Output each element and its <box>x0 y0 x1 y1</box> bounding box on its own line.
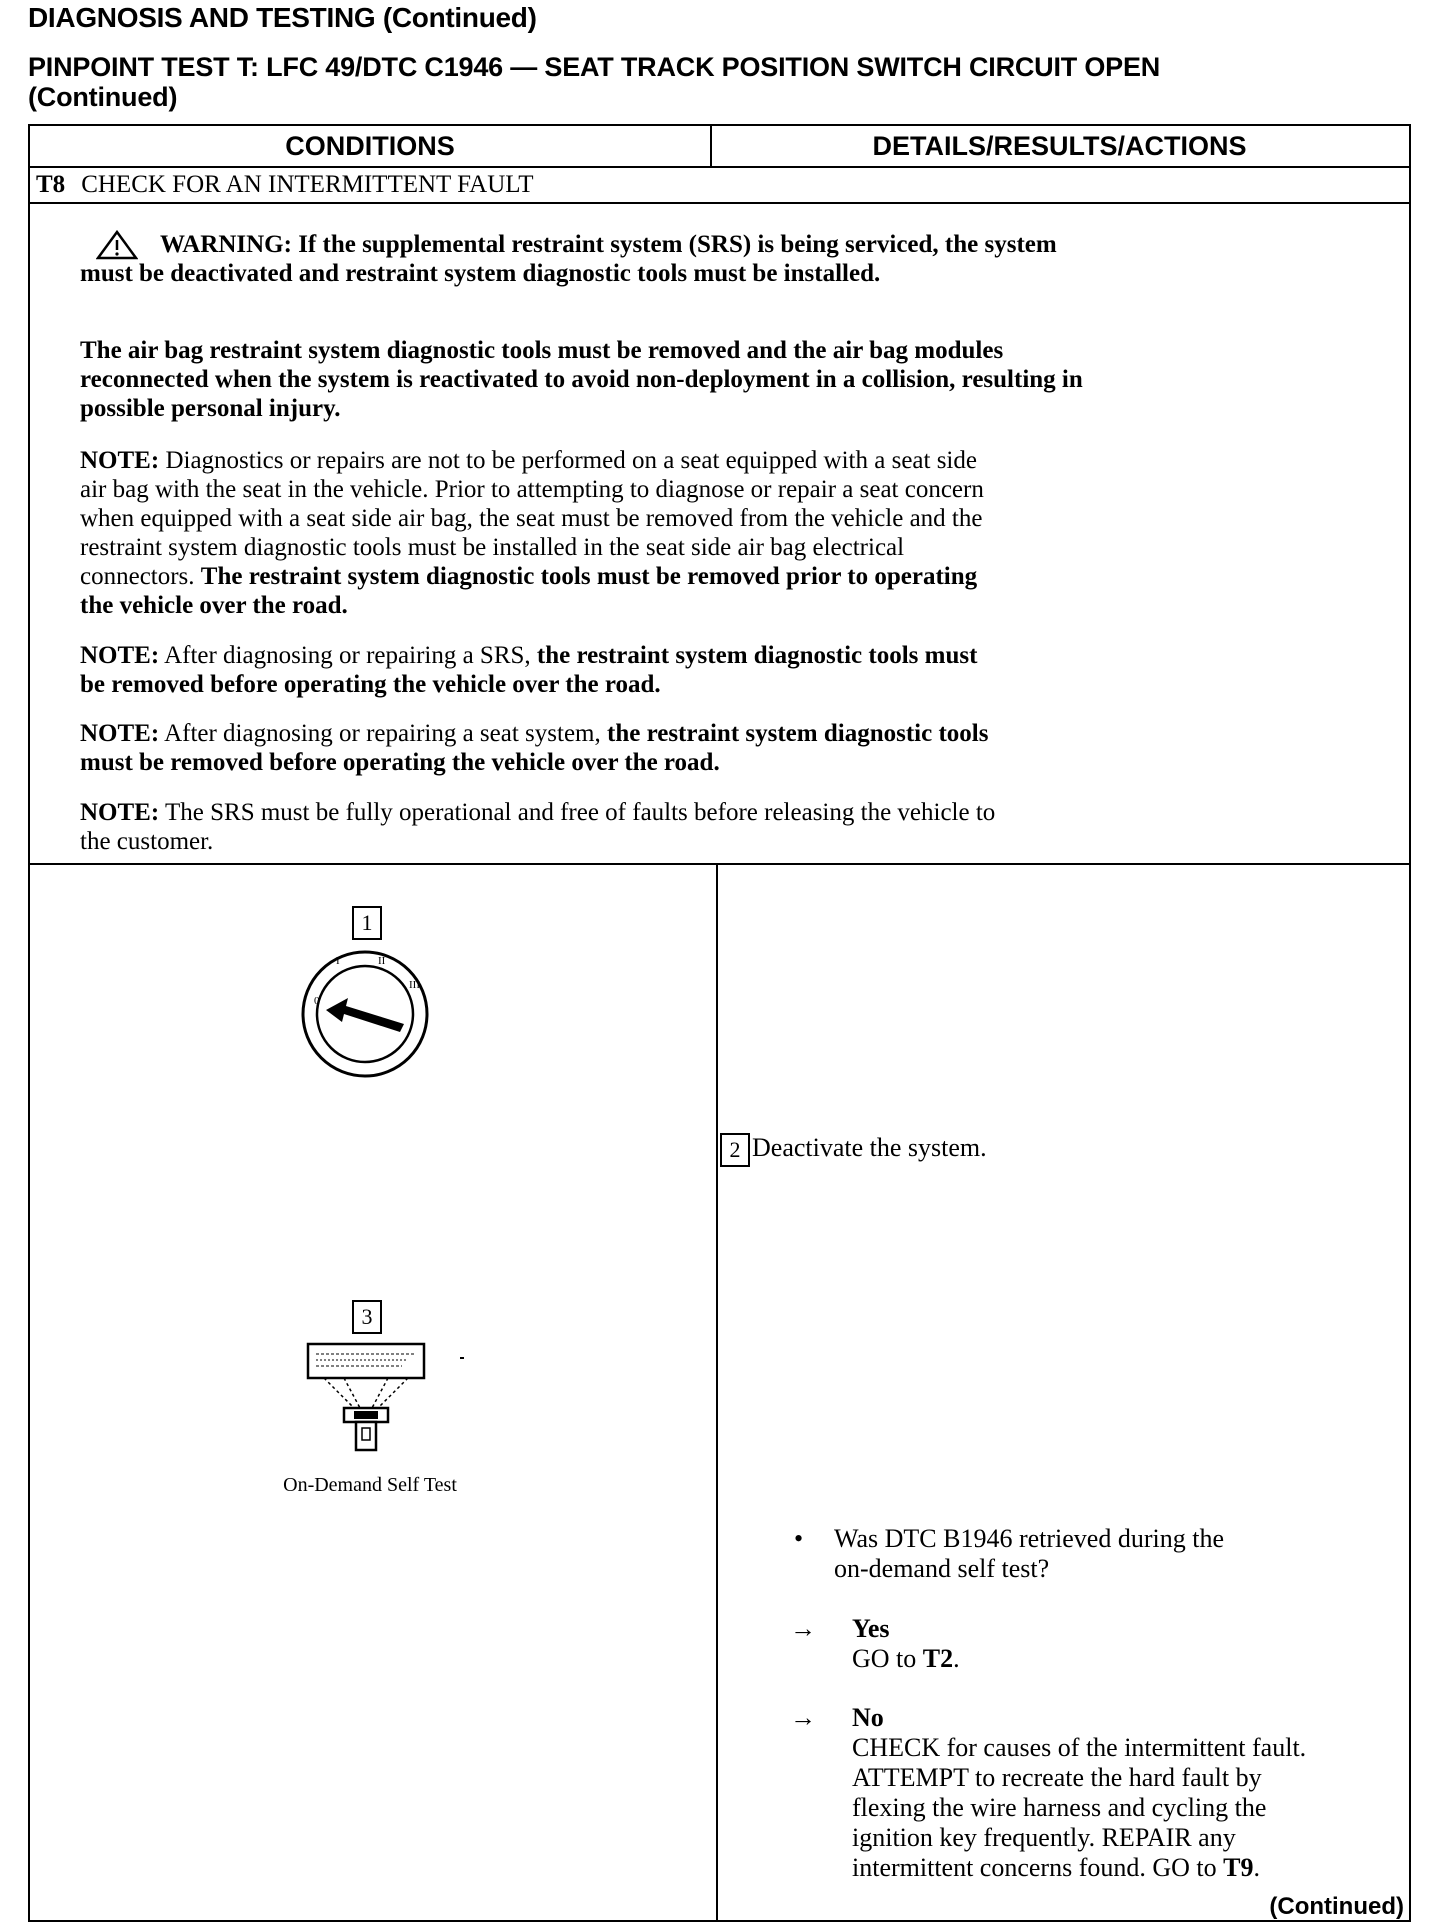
step-id: T8 <box>36 171 66 198</box>
note-label: NOTE: <box>80 799 160 826</box>
warning-paragraph-2 <box>80 336 1320 423</box>
stray-mark <box>460 1357 464 1359</box>
note-1 <box>80 446 1320 620</box>
note-text-bold: be removed before operating the vehicle over the road. <box>80 671 661 698</box>
step-number-2: 2 <box>720 1133 750 1167</box>
note-text: the customer. <box>80 828 214 855</box>
note-label: NOTE: <box>80 642 160 669</box>
question-line: Was DTC B1946 retrieved during the <box>834 1524 1224 1553</box>
note-label: NOTE: <box>80 447 160 474</box>
scan-tool-icon <box>304 1342 432 1467</box>
note-2 <box>80 641 1320 699</box>
scan-tool-caption: On-Demand Self Test <box>283 1474 457 1496</box>
ignition-mark: I <box>336 955 340 967</box>
note-3 <box>80 719 1320 777</box>
ignition-mark: II <box>378 955 386 967</box>
note-4 <box>80 798 1320 856</box>
ignition-key-switch-icon <box>296 948 434 1080</box>
column-header-details: DETAILS/RESULTS/ACTIONS <box>872 131 1247 161</box>
question-line: on-demand self test? <box>834 1554 1050 1583</box>
step-number-1: 1 <box>352 906 382 940</box>
step-number-3: 3 <box>352 1300 382 1334</box>
note-text-bold: The restraint system diagnostic tools must be removed prior to operating <box>200 563 978 590</box>
note-text: After diagnosing or repairing a SRS, <box>164 642 531 669</box>
no-action-link: T9 <box>1223 1853 1254 1882</box>
no-action-line: CHECK for causes of the intermittent fault. <box>852 1733 1307 1762</box>
no-action-line: flexing the wire harness and cycling the <box>852 1793 1267 1822</box>
row-divider <box>30 202 1409 204</box>
yes-label: Yes <box>852 1614 890 1643</box>
note-text: Diagnostics or repairs are not to be performed on a seat equipped with a seat side <box>165 447 977 474</box>
ignition-mark: 0 <box>314 995 320 1007</box>
yes-action-link: T2 <box>922 1644 954 1673</box>
no-action-period: . <box>1253 1853 1260 1882</box>
note-text-bold: the restraint system diagnostic tools must <box>536 642 978 669</box>
no-action-line: ignition key frequently. REPAIR any <box>852 1823 1236 1852</box>
result-no <box>852 1703 1306 1883</box>
no-action-line: ATTEMPT to recreate the hard fault by <box>852 1763 1262 1792</box>
warning-line: The air bag restraint system diagnostic tools must be removed and the air bag modules <box>80 337 1004 364</box>
warning-line: possible personal injury. <box>80 395 341 422</box>
warning-line: reconnected when the system is reactivated to avoid non-deployment in a collision, resulting in <box>80 366 1083 393</box>
note-text: After diagnosing or repairing a seat system, <box>164 720 601 747</box>
note-text: air bag with the seat in the vehicle. Prior to attempting to diagnose or repair a seat concern <box>80 476 984 503</box>
step-title: CHECK FOR AN INTERMITTENT FAULT <box>81 171 534 198</box>
pinpoint-test-title-line2: (Continued) <box>28 82 178 112</box>
note-text: connectors. <box>80 563 195 590</box>
yes-action-period: . <box>953 1644 960 1673</box>
header-divider <box>710 126 712 166</box>
warning-line: WARNING: If the supplemental restraint system (SRS) is being serviced, the system <box>160 231 1057 258</box>
page-header-title: DIAGNOSIS AND TESTING (Continued) <box>28 2 537 33</box>
note-text: The SRS must be fully operational and free of faults before releasing the vehicle to <box>165 799 996 826</box>
note-text-bold: the vehicle over the road. <box>80 592 348 619</box>
note-text: when equipped with a seat side air bag, the seat must be removed from the vehicle and the <box>80 505 983 532</box>
arrow-right-icon: → <box>790 1703 816 1732</box>
note-text-bold: the restraint system diagnostic tools <box>607 720 989 747</box>
result-yes <box>852 1614 960 1674</box>
result-question <box>834 1524 1224 1584</box>
warning-line: must be deactivated and restraint system diagnostic tools must be installed. <box>80 260 881 287</box>
yes-action-text: GO to <box>852 1644 923 1673</box>
row-divider <box>30 863 1409 865</box>
note-text: restraint system diagnostic tools must be installed in the seat side air bag electrical <box>80 534 905 561</box>
step-row-t8 <box>36 168 534 202</box>
step-2-text: Deactivate the system. <box>752 1133 987 1162</box>
note-label: NOTE: <box>80 720 160 747</box>
no-action-line: intermittent concerns found. GO to <box>852 1853 1224 1882</box>
note-text-bold: must be removed before operating the vehicle over the road. <box>80 749 720 776</box>
column-header-conditions: CONDITIONS <box>285 131 455 161</box>
no-label: No <box>852 1703 884 1732</box>
bullet-icon: • <box>794 1524 804 1553</box>
warning-paragraph <box>80 230 1320 288</box>
column-divider <box>716 863 718 1920</box>
continued-label: (Continued) <box>1269 1893 1404 1920</box>
pinpoint-test-title <box>28 52 1428 112</box>
arrow-right-icon: → <box>790 1614 816 1643</box>
pinpoint-test-title-line1: PINPOINT TEST T: LFC 49/DTC C1946 — SEAT TRACK POSITION SWITCH CIRCUIT OPEN <box>28 52 1161 82</box>
ignition-mark: III <box>409 979 420 991</box>
